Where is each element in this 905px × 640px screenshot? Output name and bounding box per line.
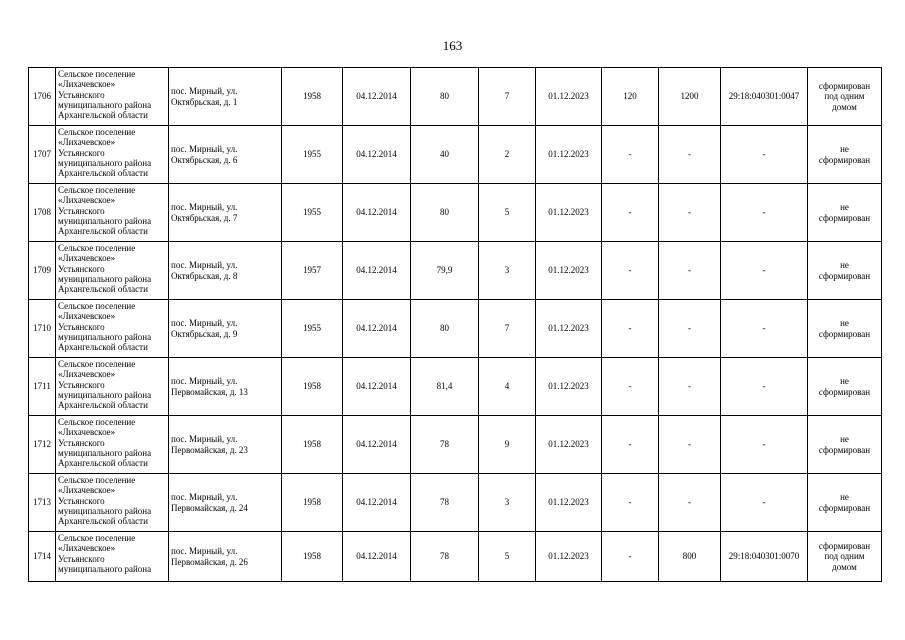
residents-count: 7 xyxy=(479,300,536,358)
planned-date: 01.12.2023 xyxy=(536,126,602,184)
value-column-2: 1200 xyxy=(659,68,721,126)
recognition-date: 04.12.2014 xyxy=(343,300,411,358)
house-address: пос. Мирный, ул. Октябрьская, д. 9 xyxy=(169,300,282,358)
house-area: 81,4 xyxy=(411,358,479,416)
value-column-1: - xyxy=(602,184,659,242)
land-status: не сформирован xyxy=(808,126,882,184)
build-year: 1958 xyxy=(282,416,343,474)
cadastral-number: - xyxy=(721,300,808,358)
house-address: пос. Мирный, ул. Первомайская, д. 13 xyxy=(169,358,282,416)
table-row xyxy=(29,300,882,358)
value-column-1: - xyxy=(602,474,659,532)
table-row xyxy=(29,474,882,532)
house-address: пос. Мирный, ул. Октябрьская, д. 8 xyxy=(169,242,282,300)
value-column-2: - xyxy=(659,126,721,184)
build-year: 1957 xyxy=(282,242,343,300)
house-address: пос. Мирный, ул. Октябрьская, д. 7 xyxy=(169,184,282,242)
settlement-name: Сельское поселение «Лихачевское» Устьянского муниципального района Архангельской области xyxy=(56,358,169,416)
house-address: пос. Мирный, ул. Октябрьская, д. 6 xyxy=(169,126,282,184)
planned-date: 01.12.2023 xyxy=(536,474,602,532)
land-status: сформирован под одним домом xyxy=(808,68,882,126)
value-column-2: - xyxy=(659,242,721,300)
planned-date: 01.12.2023 xyxy=(536,300,602,358)
build-year: 1955 xyxy=(282,126,343,184)
cadastral-number: 29:18:040301:0047 xyxy=(721,68,808,126)
build-year: 1955 xyxy=(282,184,343,242)
table-row xyxy=(29,416,882,474)
row-number: 1711 xyxy=(29,358,56,416)
value-column-1: 120 xyxy=(602,68,659,126)
value-column-2: - xyxy=(659,300,721,358)
recognition-date: 04.12.2014 xyxy=(343,68,411,126)
house-area: 40 xyxy=(411,126,479,184)
value-column-1: - xyxy=(602,532,659,582)
residents-count: 3 xyxy=(479,474,536,532)
recognition-date: 04.12.2014 xyxy=(343,532,411,582)
row-number: 1712 xyxy=(29,416,56,474)
value-column-2: - xyxy=(659,416,721,474)
build-year: 1958 xyxy=(282,358,343,416)
page-number: 163 xyxy=(442,38,463,53)
land-status: не сформирован xyxy=(808,242,882,300)
value-column-1: - xyxy=(602,300,659,358)
housing-registry-table xyxy=(28,67,882,582)
recognition-date: 04.12.2014 xyxy=(343,242,411,300)
settlement-name: Сельское поселение «Лихачевское» Устьянского муниципального района Архангельской области xyxy=(56,474,169,532)
recognition-date: 04.12.2014 xyxy=(343,184,411,242)
value-column-2: - xyxy=(659,358,721,416)
house-area: 80 xyxy=(411,184,479,242)
land-status: не сформирован xyxy=(808,184,882,242)
value-column-1: - xyxy=(602,358,659,416)
build-year: 1958 xyxy=(282,68,343,126)
residents-count: 7 xyxy=(479,68,536,126)
house-area: 78 xyxy=(411,474,479,532)
residents-count: 5 xyxy=(479,532,536,582)
row-number: 1706 xyxy=(29,68,56,126)
settlement-name: Сельское поселение «Лихачевское» Устьянского муниципального района Архангельской области xyxy=(56,126,169,184)
residents-count: 4 xyxy=(479,358,536,416)
row-number: 1709 xyxy=(29,242,56,300)
value-column-2: 800 xyxy=(659,532,721,582)
value-column-2: - xyxy=(659,474,721,532)
table-row xyxy=(29,68,882,126)
house-area: 80 xyxy=(411,68,479,126)
land-status: не сформирован xyxy=(808,474,882,532)
residents-count: 9 xyxy=(479,416,536,474)
table-row xyxy=(29,242,882,300)
land-status: не сформирован xyxy=(808,358,882,416)
table-row xyxy=(29,358,882,416)
table-row xyxy=(29,532,882,582)
planned-date: 01.12.2023 xyxy=(536,184,602,242)
planned-date: 01.12.2023 xyxy=(536,242,602,300)
planned-date: 01.12.2023 xyxy=(536,416,602,474)
row-number: 1713 xyxy=(29,474,56,532)
residents-count: 2 xyxy=(479,126,536,184)
settlement-name: Сельское поселение «Лихачевское» Устьянского муниципального района Архангельской области xyxy=(56,300,169,358)
land-status: сформирован под одним домом xyxy=(808,532,882,582)
value-column-1: - xyxy=(602,416,659,474)
recognition-date: 04.12.2014 xyxy=(343,358,411,416)
cadastral-number: - xyxy=(721,126,808,184)
settlement-name: Сельское поселение «Лихачевское» Устьянского муниципального района Архангельской области xyxy=(56,68,169,126)
value-column-1: - xyxy=(602,242,659,300)
value-column-1: - xyxy=(602,126,659,184)
table-row xyxy=(29,126,882,184)
house-area: 78 xyxy=(411,532,479,582)
recognition-date: 04.12.2014 xyxy=(343,416,411,474)
cadastral-number: - xyxy=(721,242,808,300)
house-address: пос. Мирный, ул. Октябрьская, д. 1 xyxy=(169,68,282,126)
residents-count: 5 xyxy=(479,184,536,242)
settlement-name: Сельское поселение «Лихачевское» Устьянского муниципального района xyxy=(56,532,169,582)
house-area: 78 xyxy=(411,416,479,474)
cadastral-number: 29:18:040301:0070 xyxy=(721,532,808,582)
table-row xyxy=(29,184,882,242)
house-address: пос. Мирный, ул. Первомайская, д. 26 xyxy=(169,532,282,582)
land-status: не сформирован xyxy=(808,416,882,474)
settlement-name: Сельское поселение «Лихачевское» Устьянского муниципального района Архангельской области xyxy=(56,242,169,300)
residents-count: 3 xyxy=(479,242,536,300)
planned-date: 01.12.2023 xyxy=(536,358,602,416)
cadastral-number: - xyxy=(721,474,808,532)
cadastral-number: - xyxy=(721,184,808,242)
cadastral-number: - xyxy=(721,358,808,416)
settlement-name: Сельское поселение «Лихачевское» Устьянского муниципального района Архангельской области xyxy=(56,184,169,242)
house-address: пос. Мирный, ул. Первомайская, д. 23 xyxy=(169,416,282,474)
land-status: не сформирован xyxy=(808,300,882,358)
house-area: 79,9 xyxy=(411,242,479,300)
build-year: 1958 xyxy=(282,532,343,582)
recognition-date: 04.12.2014 xyxy=(343,126,411,184)
row-number: 1707 xyxy=(29,126,56,184)
planned-date: 01.12.2023 xyxy=(536,532,602,582)
row-number: 1710 xyxy=(29,300,56,358)
value-column-2: - xyxy=(659,184,721,242)
build-year: 1958 xyxy=(282,474,343,532)
house-area: 80 xyxy=(411,300,479,358)
row-number: 1714 xyxy=(29,532,56,582)
house-address: пос. Мирный, ул. Первомайская, д. 24 xyxy=(169,474,282,532)
build-year: 1955 xyxy=(282,300,343,358)
planned-date: 01.12.2023 xyxy=(536,68,602,126)
settlement-name: Сельское поселение «Лихачевское» Устьянского муниципального района Архангельской области xyxy=(56,416,169,474)
row-number: 1708 xyxy=(29,184,56,242)
recognition-date: 04.12.2014 xyxy=(343,474,411,532)
cadastral-number: - xyxy=(721,416,808,474)
